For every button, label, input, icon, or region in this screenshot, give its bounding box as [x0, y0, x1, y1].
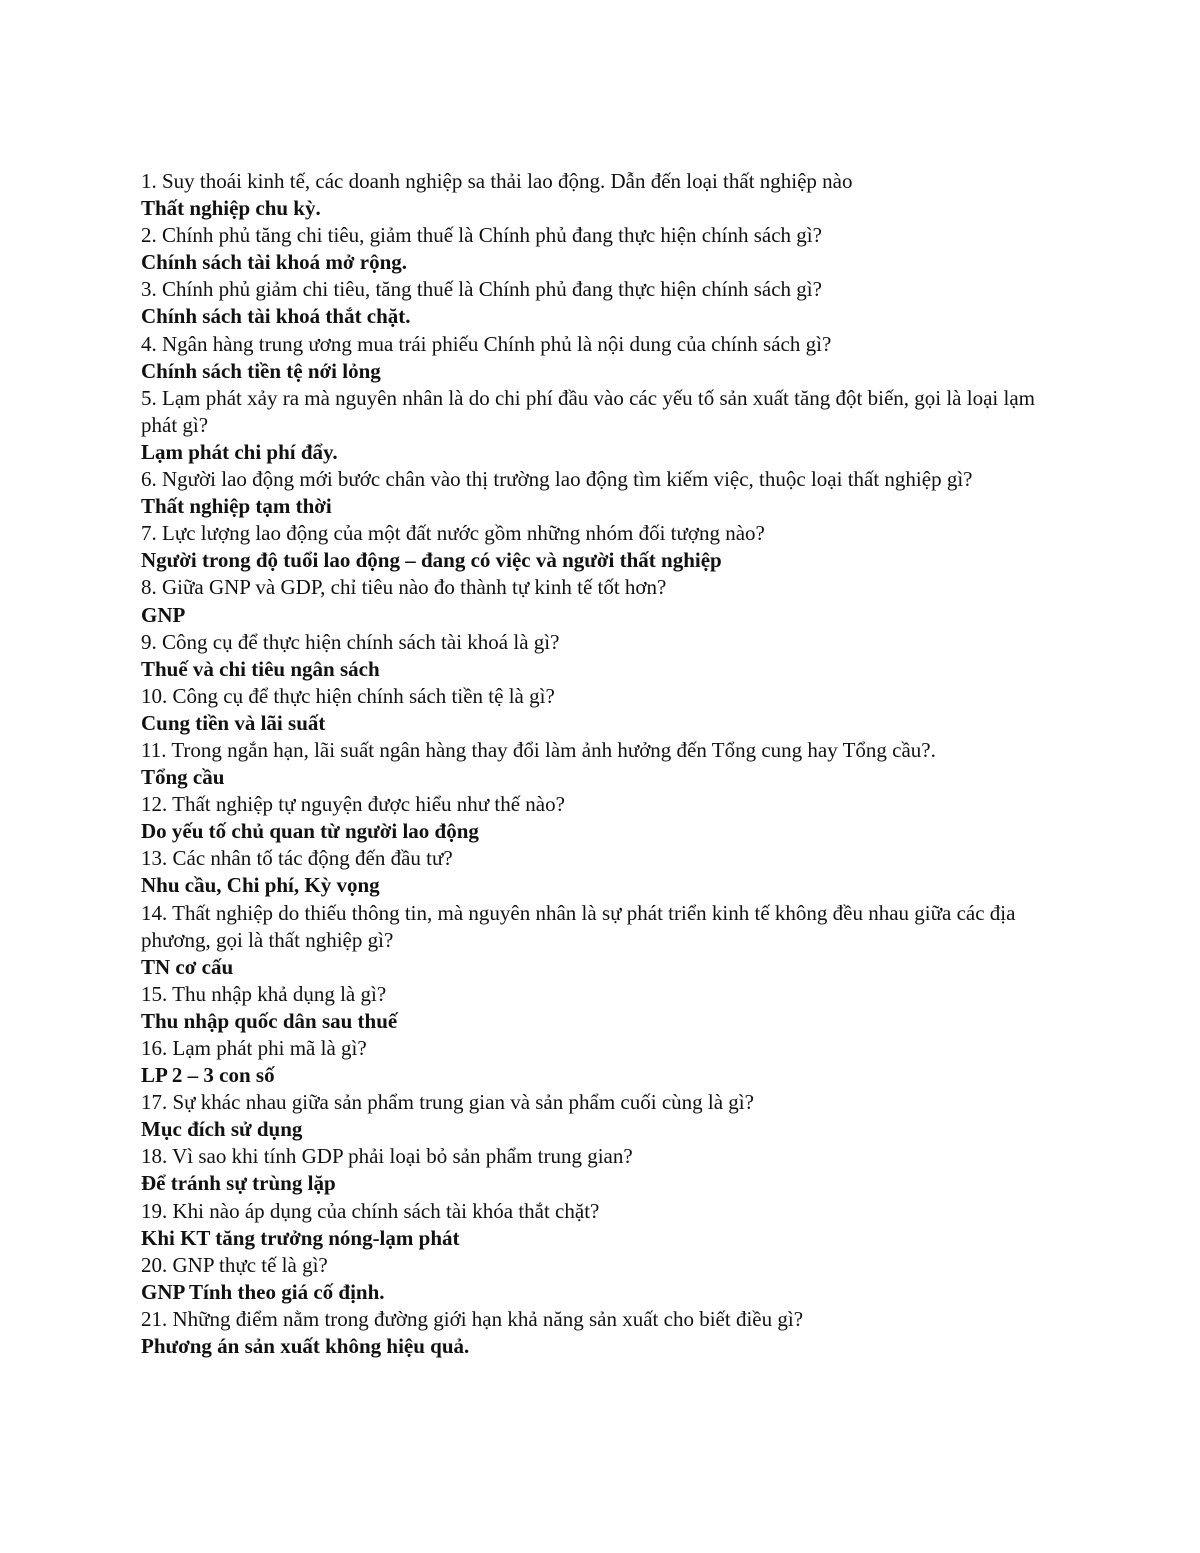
qa-item-17	[141, 1089, 1066, 1143]
qa-item-13	[141, 845, 1066, 899]
qa-item-7	[141, 520, 1066, 574]
answer-text: LP 2 – 3 con số	[141, 1063, 275, 1088]
answer-text: Thất nghiệp tạm thời	[141, 494, 332, 519]
answer-text: TN cơ cấu	[141, 954, 234, 979]
answer-text: GNP Tính theo giá cố định.	[141, 1279, 385, 1304]
answer-text: Nhu cầu, Chi phí, Kỳ vọng	[141, 873, 380, 898]
answer-text: Phương án sản xuất không hiệu quả.	[141, 1334, 470, 1359]
qa-item-21	[141, 1306, 1066, 1360]
answer-text: Để tránh sự trùng lặp	[141, 1171, 336, 1196]
question-text: 15. Thu nhập khả dụng là gì?	[141, 981, 387, 1006]
qa-item-5	[141, 385, 1066, 466]
qa-item-4	[141, 331, 1066, 385]
qa-item-10	[141, 683, 1066, 737]
answer-text: Mục đích sử dụng	[141, 1117, 303, 1142]
question-text: 9. Công cụ để thực hiện chính sách tài khoá là gì?	[141, 629, 560, 654]
answer-text: Thất nghiệp chu kỳ.	[141, 196, 321, 221]
question-text: 11. Trong ngắn hạn, lãi suất ngân hàng thay đổi làm ảnh hưởng đến Tổng cung hay Tổng cầu?.	[141, 737, 936, 762]
answer-text: GNP	[141, 602, 186, 627]
qa-item-20	[141, 1252, 1066, 1306]
answer-text: Do yếu tố chủ quan từ người lao động	[141, 819, 479, 844]
question-text: 6. Người lao động mới bước chân vào thị trường lao động tìm kiếm việc, thuộc loại thất nghiệp gì?	[141, 467, 973, 492]
qa-item-1	[141, 168, 1066, 222]
answer-text: Khi KT tăng trưởng nóng-lạm phát	[141, 1225, 460, 1250]
qa-item-3	[141, 276, 1066, 330]
qa-item-16	[141, 1035, 1066, 1089]
question-text: 1. Suy thoái kinh tế, các doanh nghiệp sa thải lao động. Dẫn đến loại thất nghiệp nào	[141, 169, 853, 193]
answer-text: Người trong độ tuổi lao động – đang có việc và người thất nghiệp	[141, 548, 722, 573]
question-text: 5. Lạm phát xảy ra mà nguyên nhân là do chi phí đầu vào các yếu tố sản xuất tăng đột biến, gọi là loại lạm phát gì?	[141, 385, 1035, 437]
qa-item-6	[141, 466, 1066, 520]
answer-text: Thu nhập quốc dân sau thuế	[141, 1008, 398, 1033]
question-text: 10. Công cụ để thực hiện chính sách tiền tệ là gì?	[141, 683, 555, 708]
question-text: 3. Chính phủ giảm chi tiêu, tăng thuế là Chính phủ đang thực hiện chính sách gì?	[141, 277, 822, 302]
question-text: 13. Các nhân tố tác động đến đầu tư?	[141, 846, 453, 871]
question-text: 21. Những điểm nằm trong đường giới hạn khả năng sản xuất cho biết điều gì?	[141, 1306, 804, 1331]
answer-text: Chính sách tiền tệ nới lỏng	[141, 358, 381, 383]
answer-text: Tổng cầu	[141, 765, 225, 790]
qa-item-14	[141, 900, 1066, 981]
question-text: 19. Khi nào áp dụng của chính sách tài khóa thắt chặt?	[141, 1198, 600, 1223]
qa-item-19	[141, 1198, 1066, 1252]
answer-text: Chính sách tài khoá thắt chặt.	[141, 304, 411, 329]
question-text: 14. Thất nghiệp do thiếu thông tin, mà nguyên nhân là sự phát triển kinh tế không đều nhau giữa các địa phương, gọi là thất nghiệp gì?	[141, 900, 1016, 952]
question-text: 18. Vì sao khi tính GDP phải loại bỏ sản phẩm trung gian?	[141, 1144, 633, 1169]
qa-item-18	[141, 1143, 1066, 1197]
answer-text: Thuế và chi tiêu ngân sách	[141, 656, 380, 681]
question-text: 12. Thất nghiệp tự nguyện được hiểu như thế nào?	[141, 792, 565, 817]
answer-text: Chính sách tài khoá mở rộng.	[141, 250, 408, 275]
answer-text: Lạm phát chi phí đẩy.	[141, 439, 338, 464]
qa-item-8	[141, 574, 1066, 628]
qa-list	[141, 168, 1066, 1360]
question-text: 7. Lực lượng lao động của một đất nước gồm những nhóm đối tượng nào?	[141, 521, 765, 546]
qa-item-11	[141, 737, 1066, 791]
question-text: 17. Sự khác nhau giữa sản phẩm trung gian và sản phẩm cuối cùng là gì?	[141, 1090, 754, 1115]
qa-item-9	[141, 629, 1066, 683]
question-text: 8. Giữa GNP và GDP, chỉ tiêu nào đo thành tự kinh tế tốt hơn?	[141, 575, 667, 600]
answer-text: Cung tiền và lãi suất	[141, 710, 326, 735]
question-text: 2. Chính phủ tăng chi tiêu, giảm thuế là Chính phủ đang thực hiện chính sách gì?	[141, 223, 822, 248]
question-text: 4. Ngân hàng trung ương mua trái phiếu Chính phủ là nội dung của chính sách gì?	[141, 331, 832, 356]
qa-item-2	[141, 222, 1066, 276]
question-text: 20. GNP thực tế là gì?	[141, 1252, 328, 1277]
qa-item-15	[141, 981, 1066, 1035]
qa-item-12	[141, 791, 1066, 845]
question-text: 16. Lạm phát phi mã là gì?	[141, 1036, 367, 1060]
